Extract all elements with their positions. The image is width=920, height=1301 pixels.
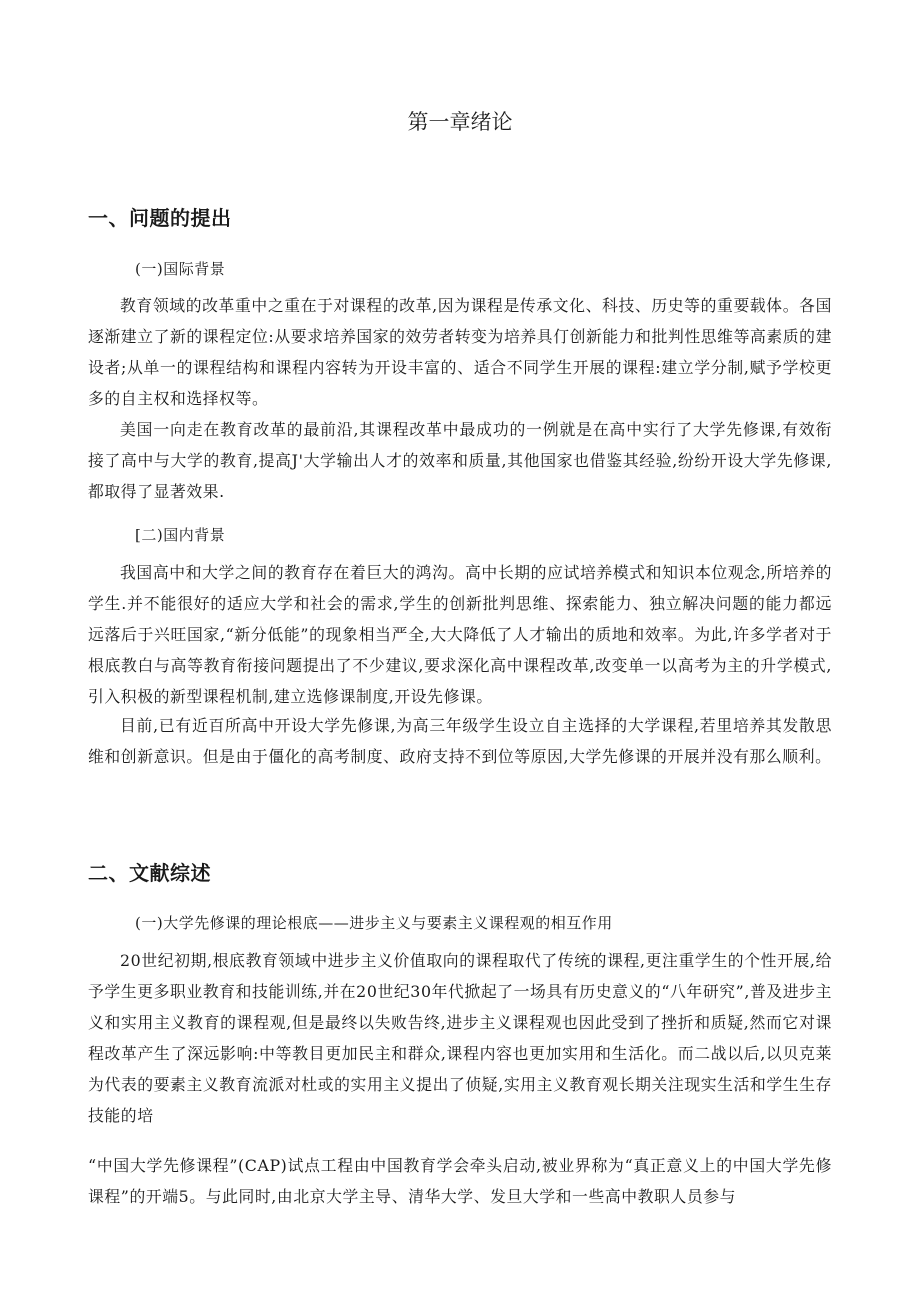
subsection-heading-domestic: [二)国内背景 — [135, 526, 226, 544]
subsection-heading-international: (一)国际背景 — [135, 260, 226, 278]
chapter-title: 第一章绪论 — [407, 110, 513, 134]
paragraph: 美国一向走在教育改革的最前沿,其课程改革中最成功的一例就是在高中实行了大学先修课,有效衔接了高中与大学的教育,提高J'大学输出人才的效率和质量,其他国家也借鉴其经验,纷纷开设大学先修课,都取得了显著效果. — [88, 420, 832, 501]
subsection-heading-theory: (一)大学先修课的理论根底——进步主义与要素主义课程观的相互作用 — [135, 914, 613, 932]
paragraph: 目前,已有近百所高中开设大学先修课,为高三年级学生设立自主选择的大学课程,若里培养其发散思维和创新意识。但是由于僵化的高考制度、政府支持不到位等原因,大学先修课的开展并没有那么顺利。 — [88, 716, 832, 766]
paragraph: 教育领域的改革重中之重在于对课程的改革,因为课程是传承文化、科技、历史等的重要载体。各国逐渐建立了新的课程定位:从要求培养国家的效劳者转变为培养具仃创新能力和批判性思维等高素质的建设者;从单一的课程结构和课程内容转为开设丰富的、适合不同学生开展的课程:建立学分制,赋予学校更多的自主权和选择权等。 — [88, 296, 832, 408]
section-heading-literature: 二、文献综述 — [88, 861, 211, 885]
section-heading-problem: 一、问题的提出 — [88, 206, 232, 230]
paragraph: “中国大学先修课程”(CAP)试点工程由中国教育学会牵头启动,被业界称为“真正意义上的中国大学先修课程”的开端5。与此同时,由北京大学主导、清华大学、发旦大学和一些高中教职人员参与 — [88, 1156, 832, 1206]
paragraph: 20世纪初期,根底教育领域中进步主义价值取向的课程取代了传统的课程,更注重学生的个性开展,给予学生更多职业教育和技能训练,并在20世纪30年代掀起了一场具有历史意义的“八年研究”,普及进步主义和实用主义教育的课程观,但是最终以失败告终,进步主义课程观也因此受到了挫折和质疑,然而它对课程改革产生了深远影响:中等教目更加民主和群众,课程内容也更加实用和生活化。而二战以后,以贝克莱为代表的要素主义教育流派对杜或的实用主义提出了侦疑,实用主义教育观长期关注现实生活和学生生存技能的培 — [88, 951, 832, 1125]
paragraph: 我国高中和大学之间的教育存在着巨大的鸿沟。高中长期的应试培养模式和知识本位观念,所培养的学生.并不能很好的适应大学和社会的需求,学生的创新批判思维、探索能力、独立解决问题的能力都远远落后于兴旺国家,“新分低能”的现象相当严全,大大降低了人才输出的质地和效率。为此,许多学者对于根底教白与高等教育衔接问题提出了不少建议,要求深化高中课程改革,改变单一以高考为主的升学模式,引入积极的新型课程机制,建立选修课制度,开设先修课。 — [88, 563, 832, 706]
